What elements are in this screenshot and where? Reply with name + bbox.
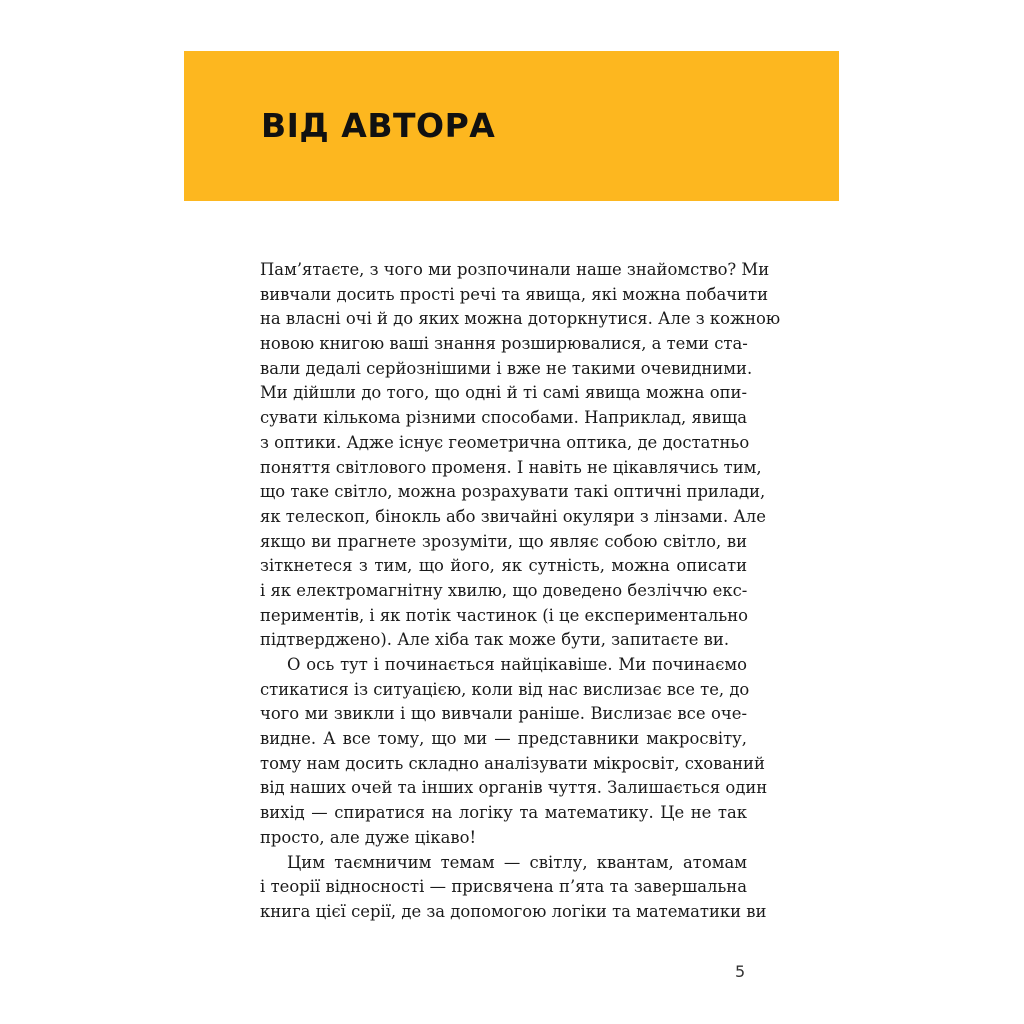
- text-line: і теорії відносності — присвячена п’ята та завершальна: [260, 877, 747, 897]
- text-line: від наших очей та інших органів чуття. Залишається один: [260, 778, 768, 798]
- text-line: поняття світлового променя. І навіть не цікавлячись тим,: [260, 457, 762, 477]
- text-line: новою книгою ваші знання розширювалися, а теми ста-: [260, 334, 748, 354]
- text-line: вивчали досить прості речі та явища, які можна побачити: [260, 284, 769, 304]
- paragraph: [260, 258, 781, 653]
- chapter-title: ВІД АВТОРА: [261, 106, 496, 145]
- text-line: як телескоп, бінокль або звичайні окуляри з лінзами. Але: [260, 506, 766, 526]
- text-line: сувати кількома різними способами. Наприклад, явища: [260, 408, 747, 428]
- page-number: 5: [735, 962, 746, 981]
- text-line: книга цієї серії, де за допомогою логіки та математики ви: [260, 901, 767, 921]
- paragraph: [260, 851, 767, 925]
- text-line: на власні очі й до яких можна доторкнутися. Але з кожною: [260, 309, 781, 329]
- text-line: Ми дійшли до того, що одні й ті самі явища можна опи-: [260, 383, 747, 403]
- text-line: чого ми звикли і що вивчали раніше. Вислизає все оче-: [260, 704, 747, 724]
- text-line: Цим таємничим темам — світлу, квантам, атомам: [287, 852, 747, 872]
- text-line: вихід — спиратися на логіку та математику. Це не так: [260, 803, 747, 823]
- paragraph: [260, 653, 768, 851]
- body-text: [260, 258, 781, 925]
- text-line: вали дедалі серйознішими і вже не такими очевидними.: [260, 358, 753, 378]
- chapter-header-banner: [184, 51, 839, 201]
- text-line: видне. А все тому, що ми — представники макросвіту,: [260, 729, 747, 749]
- text-line: якщо ви прагнете зрозуміти, що являє собою світло, ви: [260, 531, 747, 551]
- text-line: просто, але дуже цікаво!: [260, 827, 477, 847]
- text-line: і як електромагнітну хвилю, що доведено безліччю екс-: [260, 580, 748, 600]
- text-line: зіткнетеся з тим, що його, як сутність, можна описати: [260, 556, 747, 576]
- text-line: підтверджено). Але хіба так може бути, запитаєте ви.: [260, 630, 730, 650]
- text-line: Пам’ятаєте, з чого ми розпочинали наше знайомство? Ми: [260, 260, 770, 279]
- text-line: О ось тут і починається найцікавіше. Ми починаємо: [287, 655, 747, 674]
- text-line: периментів, і як потік частинок (і це експериментально: [260, 605, 749, 625]
- text-line: тому нам досить складно аналізувати мікросвіт, схований: [260, 753, 765, 773]
- text-line: стикатися із ситуацією, коли від нас вислизає все те, до: [260, 679, 750, 699]
- text-line: з оптики. Адже існує геометрична оптика, де достатньо: [260, 432, 750, 452]
- text-line: що таке світло, можна розрахувати такі оптичні прилади,: [260, 482, 766, 502]
